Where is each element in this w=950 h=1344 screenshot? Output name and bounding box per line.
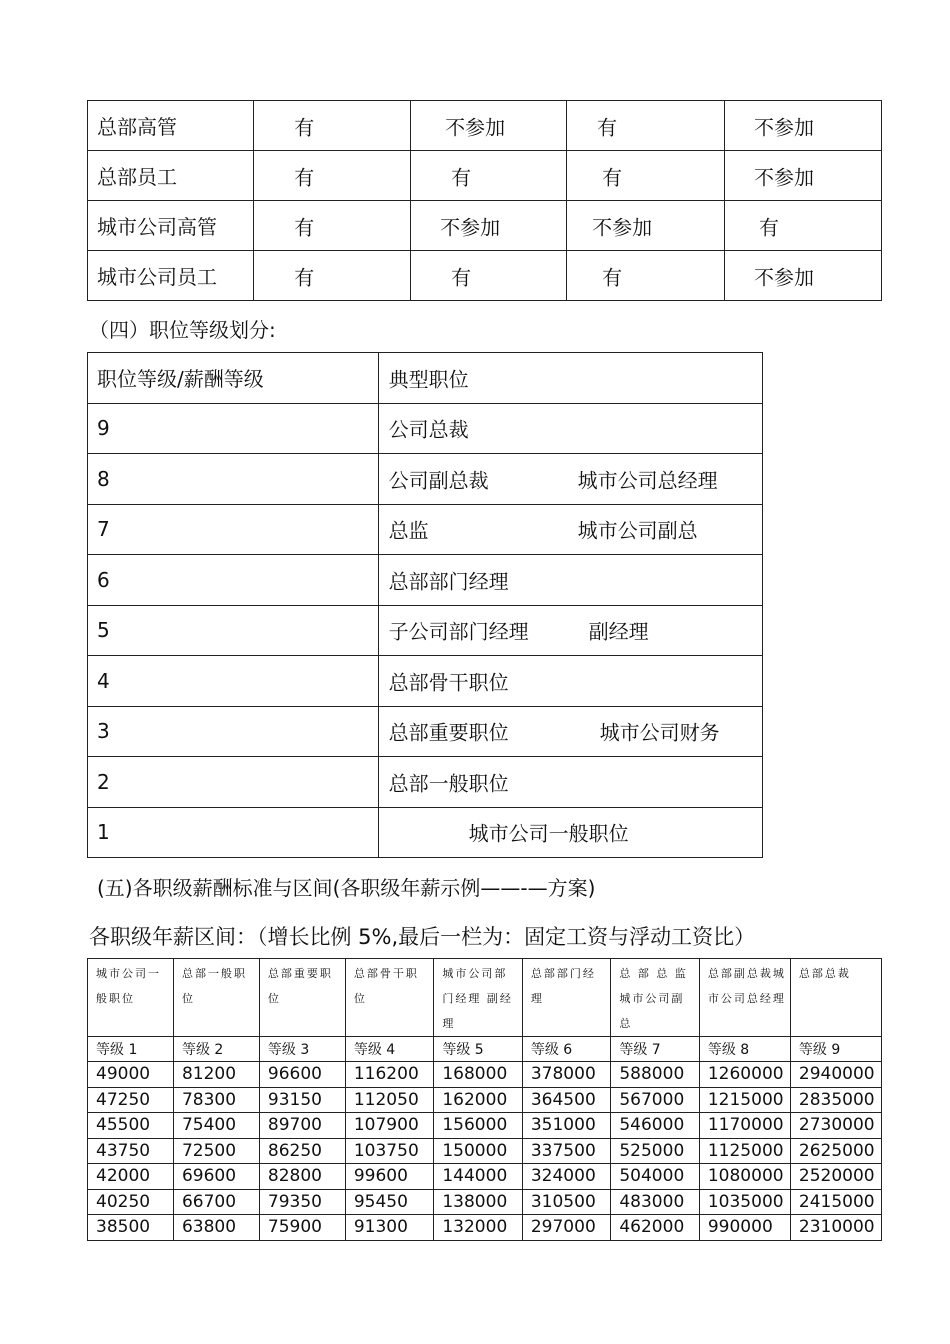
- salary-cell: 2310000: [790, 1215, 881, 1241]
- table-cell: 不参加: [411, 201, 567, 251]
- salary-cell: 310500: [522, 1189, 611, 1215]
- salary-cell: 297000: [522, 1215, 611, 1241]
- column-header: 总部总裁: [790, 959, 881, 1037]
- level-cell: 2: [88, 757, 379, 808]
- salary-cell: 990000: [699, 1215, 790, 1241]
- row-label: 总部高管: [88, 101, 254, 151]
- salary-cell: 72500: [173, 1138, 259, 1164]
- salary-cell: 95450: [345, 1189, 434, 1215]
- salary-cell: 525000: [611, 1138, 700, 1164]
- salary-cell: 1035000: [699, 1189, 790, 1215]
- table-cell: 有: [254, 201, 411, 251]
- salary-cell: 89700: [259, 1113, 345, 1139]
- salary-cell: 1215000: [699, 1087, 790, 1113]
- level-cell: 等级 6: [522, 1037, 611, 1062]
- level-cell: 等级 8: [699, 1037, 790, 1062]
- salary-cell: 45500: [88, 1113, 174, 1139]
- level-cell: 等级 4: [345, 1037, 434, 1062]
- salary-cell: 63800: [173, 1215, 259, 1241]
- table-row: [88, 1164, 882, 1190]
- column-header: 总部骨干职位: [345, 959, 434, 1037]
- salary-cell: 86250: [259, 1138, 345, 1164]
- salary-cell: 107900: [345, 1113, 434, 1139]
- salary-cell: 567000: [611, 1087, 700, 1113]
- table-row: [88, 555, 763, 606]
- salary-cell: 112050: [345, 1087, 434, 1113]
- table-row: [88, 454, 763, 505]
- position-cell: 总部重要职位 城市公司财务: [378, 706, 762, 757]
- salary-cell: 2730000: [790, 1113, 881, 1139]
- row-label: 城市公司高管: [88, 201, 254, 251]
- table-cell: 有: [725, 201, 882, 251]
- salary-cell: 364500: [522, 1087, 611, 1113]
- section-4-title: （四）职位等级划分:: [89, 318, 276, 342]
- table-cell: 有: [567, 251, 725, 301]
- table-row: [88, 1189, 882, 1215]
- column-header: 总部一般职位: [173, 959, 259, 1037]
- table-row: [88, 1113, 882, 1139]
- salary-cell: 132000: [434, 1215, 523, 1241]
- column-header: 总 部 总 监 城市公司副总: [611, 959, 700, 1037]
- table-row: [88, 101, 882, 151]
- salary-cell: 99600: [345, 1164, 434, 1190]
- table-row: [88, 251, 882, 301]
- level-cell: 等级 9: [790, 1037, 881, 1062]
- level-cell: 等级 1: [88, 1037, 174, 1062]
- salary-cell: 66700: [173, 1189, 259, 1215]
- table-cell: 有: [411, 251, 567, 301]
- salary-cell: 2625000: [790, 1138, 881, 1164]
- salary-cell: 38500: [88, 1215, 174, 1241]
- salary-cell: 49000: [88, 1062, 174, 1088]
- salary-cell: 324000: [522, 1164, 611, 1190]
- salary-cell: 2520000: [790, 1164, 881, 1190]
- table-cell: 有: [567, 101, 725, 151]
- header-level: 职位等级/薪酬等级: [88, 353, 379, 404]
- table-cell: 有: [254, 151, 411, 201]
- level-cell: 6: [88, 555, 379, 606]
- table-cell: 不参加: [411, 101, 567, 151]
- level-cell: 8: [88, 454, 379, 505]
- position-cell: 总部一般职位: [378, 757, 762, 808]
- table-header-row: [88, 959, 882, 1037]
- position-cell: 总监 城市公司副总: [378, 504, 762, 555]
- salary-cell: 462000: [611, 1215, 700, 1241]
- position-cell: 子公司部门经理 副经理: [378, 605, 762, 656]
- salary-cell: 78300: [173, 1087, 259, 1113]
- table-row: [88, 605, 763, 656]
- salary-cell: 93150: [259, 1087, 345, 1113]
- table-cell: 不参加: [725, 101, 882, 151]
- participation-table: [87, 100, 882, 301]
- level-cell: 等级 7: [611, 1037, 700, 1062]
- column-header: 总部部门经理: [522, 959, 611, 1037]
- table-row: [88, 706, 763, 757]
- level-cell: 7: [88, 504, 379, 555]
- row-label: 总部员工: [88, 151, 254, 201]
- table-row: [88, 757, 763, 808]
- level-cell: 等级 5: [434, 1037, 523, 1062]
- section-5-title: (五)各职级薪酬标准与区间(各职级年薪示例——-—方案): [97, 876, 596, 900]
- salary-cell: 168000: [434, 1062, 523, 1088]
- level-cell: 1: [88, 807, 379, 858]
- salary-cell: 162000: [434, 1087, 523, 1113]
- level-cell: 等级 3: [259, 1037, 345, 1062]
- salary-cell: 1125000: [699, 1138, 790, 1164]
- table-cell: 不参加: [725, 251, 882, 301]
- column-header: 城市公司一般职位: [88, 959, 174, 1037]
- level-cell: 3: [88, 706, 379, 757]
- salary-cell: 546000: [611, 1113, 700, 1139]
- table-row: [88, 1062, 882, 1088]
- salary-cell: 2415000: [790, 1189, 881, 1215]
- level-cell: 5: [88, 605, 379, 656]
- table-row: [88, 201, 882, 251]
- table-cell: 有: [254, 251, 411, 301]
- salary-cell: 116200: [345, 1062, 434, 1088]
- table-cell: 有: [567, 151, 725, 201]
- table-row: [88, 656, 763, 707]
- salary-cell: 378000: [522, 1062, 611, 1088]
- table-cell: 不参加: [725, 151, 882, 201]
- table-row: [88, 1138, 882, 1164]
- salary-cell: 79350: [259, 1189, 345, 1215]
- level-cell: 9: [88, 403, 379, 454]
- row-label: 城市公司员工: [88, 251, 254, 301]
- salary-cell: 1260000: [699, 1062, 790, 1088]
- salary-cell: 96600: [259, 1062, 345, 1088]
- position-level-table: [87, 352, 763, 858]
- salary-cell: 144000: [434, 1164, 523, 1190]
- salary-cell: 150000: [434, 1138, 523, 1164]
- salary-cell: 47250: [88, 1087, 174, 1113]
- salary-cell: 43750: [88, 1138, 174, 1164]
- column-header: 总部重要职位: [259, 959, 345, 1037]
- salary-range-table: [87, 958, 882, 1241]
- position-cell: 公司总裁: [378, 403, 762, 454]
- salary-cell: 588000: [611, 1062, 700, 1088]
- table-cell: 有: [411, 151, 567, 201]
- salary-cell: 483000: [611, 1189, 700, 1215]
- salary-cell: 91300: [345, 1215, 434, 1241]
- table-row: [88, 1215, 882, 1241]
- salary-cell: 103750: [345, 1138, 434, 1164]
- salary-cell: 2940000: [790, 1062, 881, 1088]
- salary-cell: 156000: [434, 1113, 523, 1139]
- level-cell: 4: [88, 656, 379, 707]
- salary-cell: 1170000: [699, 1113, 790, 1139]
- table-cell: 有: [254, 101, 411, 151]
- position-cell: 公司副总裁 城市公司总经理: [378, 454, 762, 505]
- salary-cell: 42000: [88, 1164, 174, 1190]
- level-cell: 等级 2: [173, 1037, 259, 1062]
- salary-cell: 504000: [611, 1164, 700, 1190]
- salary-cell: 40250: [88, 1189, 174, 1215]
- salary-cell: 75400: [173, 1113, 259, 1139]
- table-row: [88, 504, 763, 555]
- header-position: 典型职位: [378, 353, 762, 404]
- salary-cell: 81200: [173, 1062, 259, 1088]
- table-row: [88, 807, 763, 858]
- table-row: [88, 151, 882, 201]
- salary-cell: 2835000: [790, 1087, 881, 1113]
- salary-cell: 337500: [522, 1138, 611, 1164]
- table-cell: 不参加: [567, 201, 725, 251]
- table-row: [88, 403, 763, 454]
- position-cell: 总部部门经理: [378, 555, 762, 606]
- salary-cell: 82800: [259, 1164, 345, 1190]
- salary-cell: 1080000: [699, 1164, 790, 1190]
- position-cell: 城市公司一般职位: [378, 807, 762, 858]
- column-header: 城市公司部门经理 副经理: [434, 959, 523, 1037]
- table-row: [88, 1087, 882, 1113]
- salary-cell: 69600: [173, 1164, 259, 1190]
- table-header-row: [88, 353, 763, 404]
- section-5-subtitle: 各职级年薪区间：（增长比例 5%,最后一栏为：固定工资与浮动工资比）: [89, 925, 756, 949]
- column-header: 总部副总裁城市公司总经理: [699, 959, 790, 1037]
- salary-cell: 75900: [259, 1215, 345, 1241]
- level-row: [88, 1037, 882, 1062]
- position-cell: 总部骨干职位: [378, 656, 762, 707]
- salary-cell: 138000: [434, 1189, 523, 1215]
- salary-cell: 351000: [522, 1113, 611, 1139]
